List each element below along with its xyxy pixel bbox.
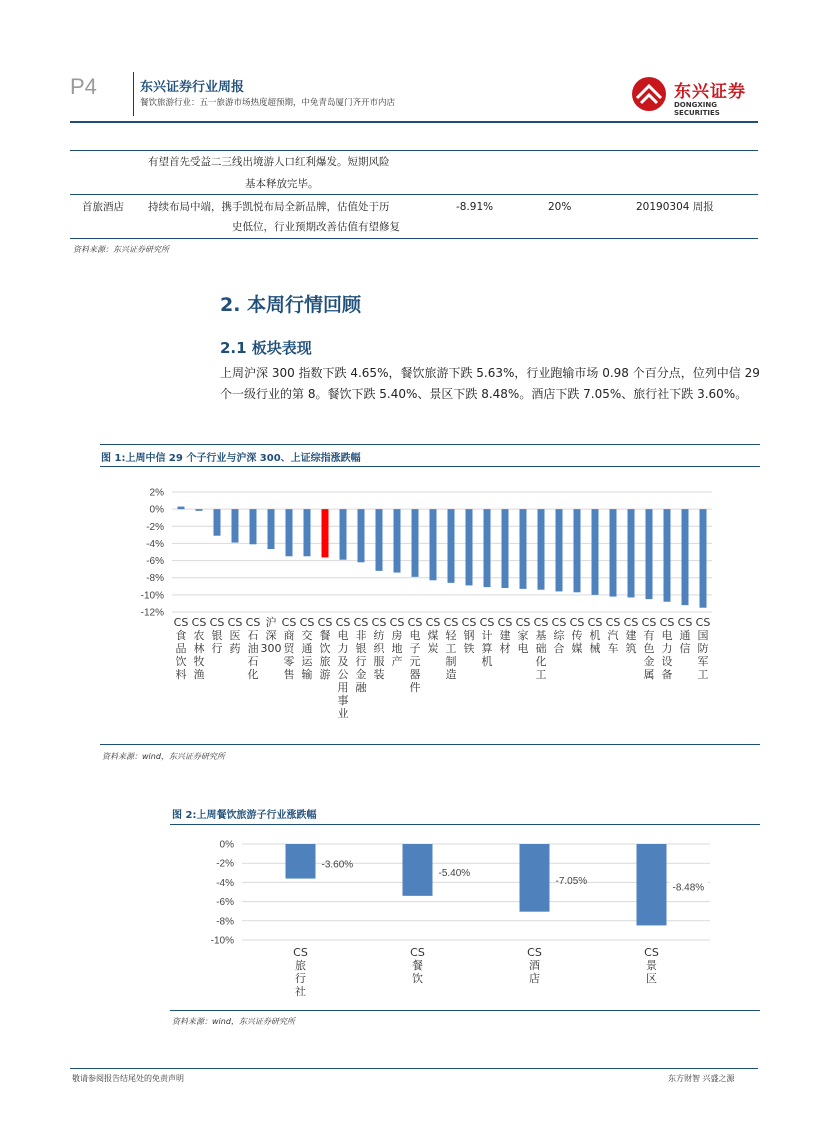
table-bottom-rule [70, 238, 758, 239]
table-cell-desc: 有望首先受益二三线出境游人口红利爆发。短期风险 [148, 156, 390, 168]
y-tick-label: -10% [210, 935, 234, 947]
fig1-title-rule [100, 466, 760, 467]
x-tick-label: CS 通信 [677, 616, 693, 655]
fig1-chart [100, 470, 760, 745]
fig2-title: 图 2:上周餐饮旅游子行业涨跌幅 [172, 810, 317, 821]
bar [232, 509, 239, 542]
x-tick-label: CS 旅行社 [293, 946, 308, 998]
x-tick-label: CS 电力及公用事业 [335, 616, 351, 720]
x-tick-label: CS 电子元器件 [407, 616, 423, 694]
fig1-top-rule [100, 444, 760, 445]
table-cell-desc: 基本释放完毕。 [245, 178, 319, 190]
x-tick-label: CS 国防军工 [695, 616, 711, 681]
data-label: -7.05% [555, 875, 588, 887]
bar [430, 509, 437, 580]
footer-slogan: 东方财智 兴盛之源 [668, 1074, 735, 1083]
data-label: -5.40% [438, 867, 471, 879]
x-tick-label: CS 石油石化 [245, 616, 261, 681]
y-tick-label: -4% [216, 877, 234, 889]
section-heading: 2. 本周行情回顾 [220, 294, 362, 316]
fig2-title-rule [170, 824, 760, 825]
page-number: P4 [70, 74, 97, 99]
x-tick-label: CS 食品饮料 [173, 616, 189, 681]
bar [394, 509, 401, 572]
x-tick-label: CS 酒店 [527, 946, 542, 985]
bar [592, 509, 599, 595]
bar [178, 507, 185, 510]
body-paragraph: 上周沪深 300 指数下跌 4.65%，餐饮旅游下跌 5.63%，行业跑输市场 0.98 个百分点，位列中信 29 个一级行业的第 8。餐饮下跌 5.40%、景区下跌 8.48%。酒店下跌 7.05%、旅行社下跌 3.60%。 [220, 366, 760, 401]
x-tick-label: CS 银行 [209, 616, 225, 655]
y-tick-label: 0% [149, 504, 164, 516]
subsection-heading: 2.1 板块表现 [220, 339, 312, 357]
bar [520, 844, 550, 912]
x-tick-label: CS 医药 [227, 616, 243, 655]
footer-rule [70, 1068, 758, 1069]
bar [682, 509, 689, 605]
bar [520, 509, 527, 589]
table-cell-date: 20190304 周报 [636, 201, 714, 213]
bar [484, 509, 491, 587]
x-tick-label: CS 非银行金融 [353, 616, 369, 694]
bar [376, 509, 383, 571]
x-tick-label: CS 钢铁 [461, 616, 477, 655]
bar [196, 509, 203, 511]
bar [574, 509, 581, 592]
bar [628, 509, 635, 597]
bar [412, 509, 419, 577]
bar [646, 509, 653, 599]
data-label: -3.60% [321, 859, 354, 871]
table-cell-desc: 史低位，行业预期改善估值有望修复 [232, 221, 400, 233]
table-cell-desc: 持续布局中端，携手凯悦布局全新品牌，估值处于历 [148, 201, 390, 213]
report-subtitle: 餐饮旅游行业：五一旅游市场热度超预期，中免青岛厦门齐开市内店 [140, 98, 396, 108]
bar [286, 509, 293, 556]
y-tick-label: -10% [140, 590, 164, 602]
bar [304, 509, 311, 556]
company-logo [630, 74, 760, 117]
fig2-source: 资料来源：wind，东兴证券研究所 [172, 1017, 295, 1026]
fig1-title: 图 1:上周中信 29 个子行业与沪深 300、上证综指涨跌幅 [101, 453, 361, 464]
x-tick-label: CS 房地产 [389, 616, 405, 668]
table-row-rule [70, 194, 758, 195]
y-tick-label: 2% [149, 487, 164, 499]
y-tick-label: -12% [140, 607, 164, 619]
table-source: 资料来源：东兴证券研究所 [73, 245, 169, 254]
bar [214, 509, 221, 536]
x-tick-label: CS 综合 [551, 616, 567, 655]
x-tick-label: CS 轻工制造 [443, 616, 459, 681]
bar [502, 509, 509, 588]
fig2-chart [170, 828, 760, 1008]
x-tick-label: CS 汽车 [605, 616, 621, 655]
bar [286, 844, 316, 879]
data-label: -8.48% [672, 882, 705, 894]
y-tick-label: -4% [146, 538, 164, 550]
bar [466, 509, 473, 585]
x-tick-label: CS 电力设备 [659, 616, 675, 681]
logo-text-cn: 东兴证券 [674, 82, 746, 102]
y-tick-label: -2% [216, 858, 234, 870]
bar [700, 509, 707, 608]
bar [340, 509, 347, 560]
x-tick-label: CS 建筑 [623, 616, 639, 655]
x-tick-label: CS 商贸零售 [281, 616, 297, 681]
logo-text-en: DONGXING SECURITIES [674, 101, 720, 117]
footer-disclaimer: 敬请参阅报告结尾处的免责声明 [72, 1074, 184, 1083]
bar [610, 509, 617, 596]
bar [250, 509, 257, 544]
table-cell-company: 首旅酒店 [82, 201, 124, 213]
fig1-source: 资料来源：wind，东兴证券研究所 [102, 752, 225, 761]
bar [268, 509, 275, 549]
y-tick-label: 0% [219, 839, 234, 851]
bar [556, 509, 563, 591]
bar [448, 509, 455, 583]
x-tick-label: CS 煤炭 [425, 616, 441, 655]
bar [538, 509, 545, 590]
x-tick-label: CS 基础化工 [533, 616, 549, 681]
y-tick-label: -8% [216, 916, 234, 928]
x-tick-label: CS 餐饮 [410, 946, 425, 985]
header-rule [70, 121, 758, 123]
bar [403, 844, 433, 896]
x-tick-label: CS 计算机 [479, 616, 495, 668]
table-cell-pct: 20% [548, 201, 572, 213]
header-divider [133, 72, 134, 116]
fig2-bottom-rule [170, 1010, 760, 1011]
bar [322, 509, 329, 557]
x-tick-label: CS 餐饮旅游 [317, 616, 333, 681]
bar [358, 509, 365, 562]
x-tick-label: CS 家电 [515, 616, 531, 655]
x-tick-label: CS 有色金属 [641, 616, 657, 681]
y-tick-label: -6% [216, 897, 234, 909]
table-cell-change: -8.91% [456, 201, 494, 213]
bar [637, 844, 667, 925]
x-tick-label: CS 传媒 [569, 616, 585, 655]
bar [664, 509, 671, 602]
x-tick-label: CS 交通运输 [299, 616, 315, 681]
x-tick-label: CS 机械 [587, 616, 603, 655]
x-tick-label: CS 农林牧渔 [191, 616, 207, 681]
fig1-bottom-rule [100, 744, 760, 745]
y-tick-label: -6% [146, 556, 164, 568]
x-tick-label: CS 景区 [644, 946, 659, 985]
y-tick-label: -8% [146, 573, 164, 585]
x-tick-label: CS 纺织服装 [371, 616, 387, 681]
y-tick-label: -2% [146, 521, 164, 533]
x-tick-label: 沪深 300 [260, 616, 282, 655]
report-title: 东兴证券行业周报 [140, 80, 245, 95]
x-tick-label: CS 建材 [497, 616, 513, 655]
